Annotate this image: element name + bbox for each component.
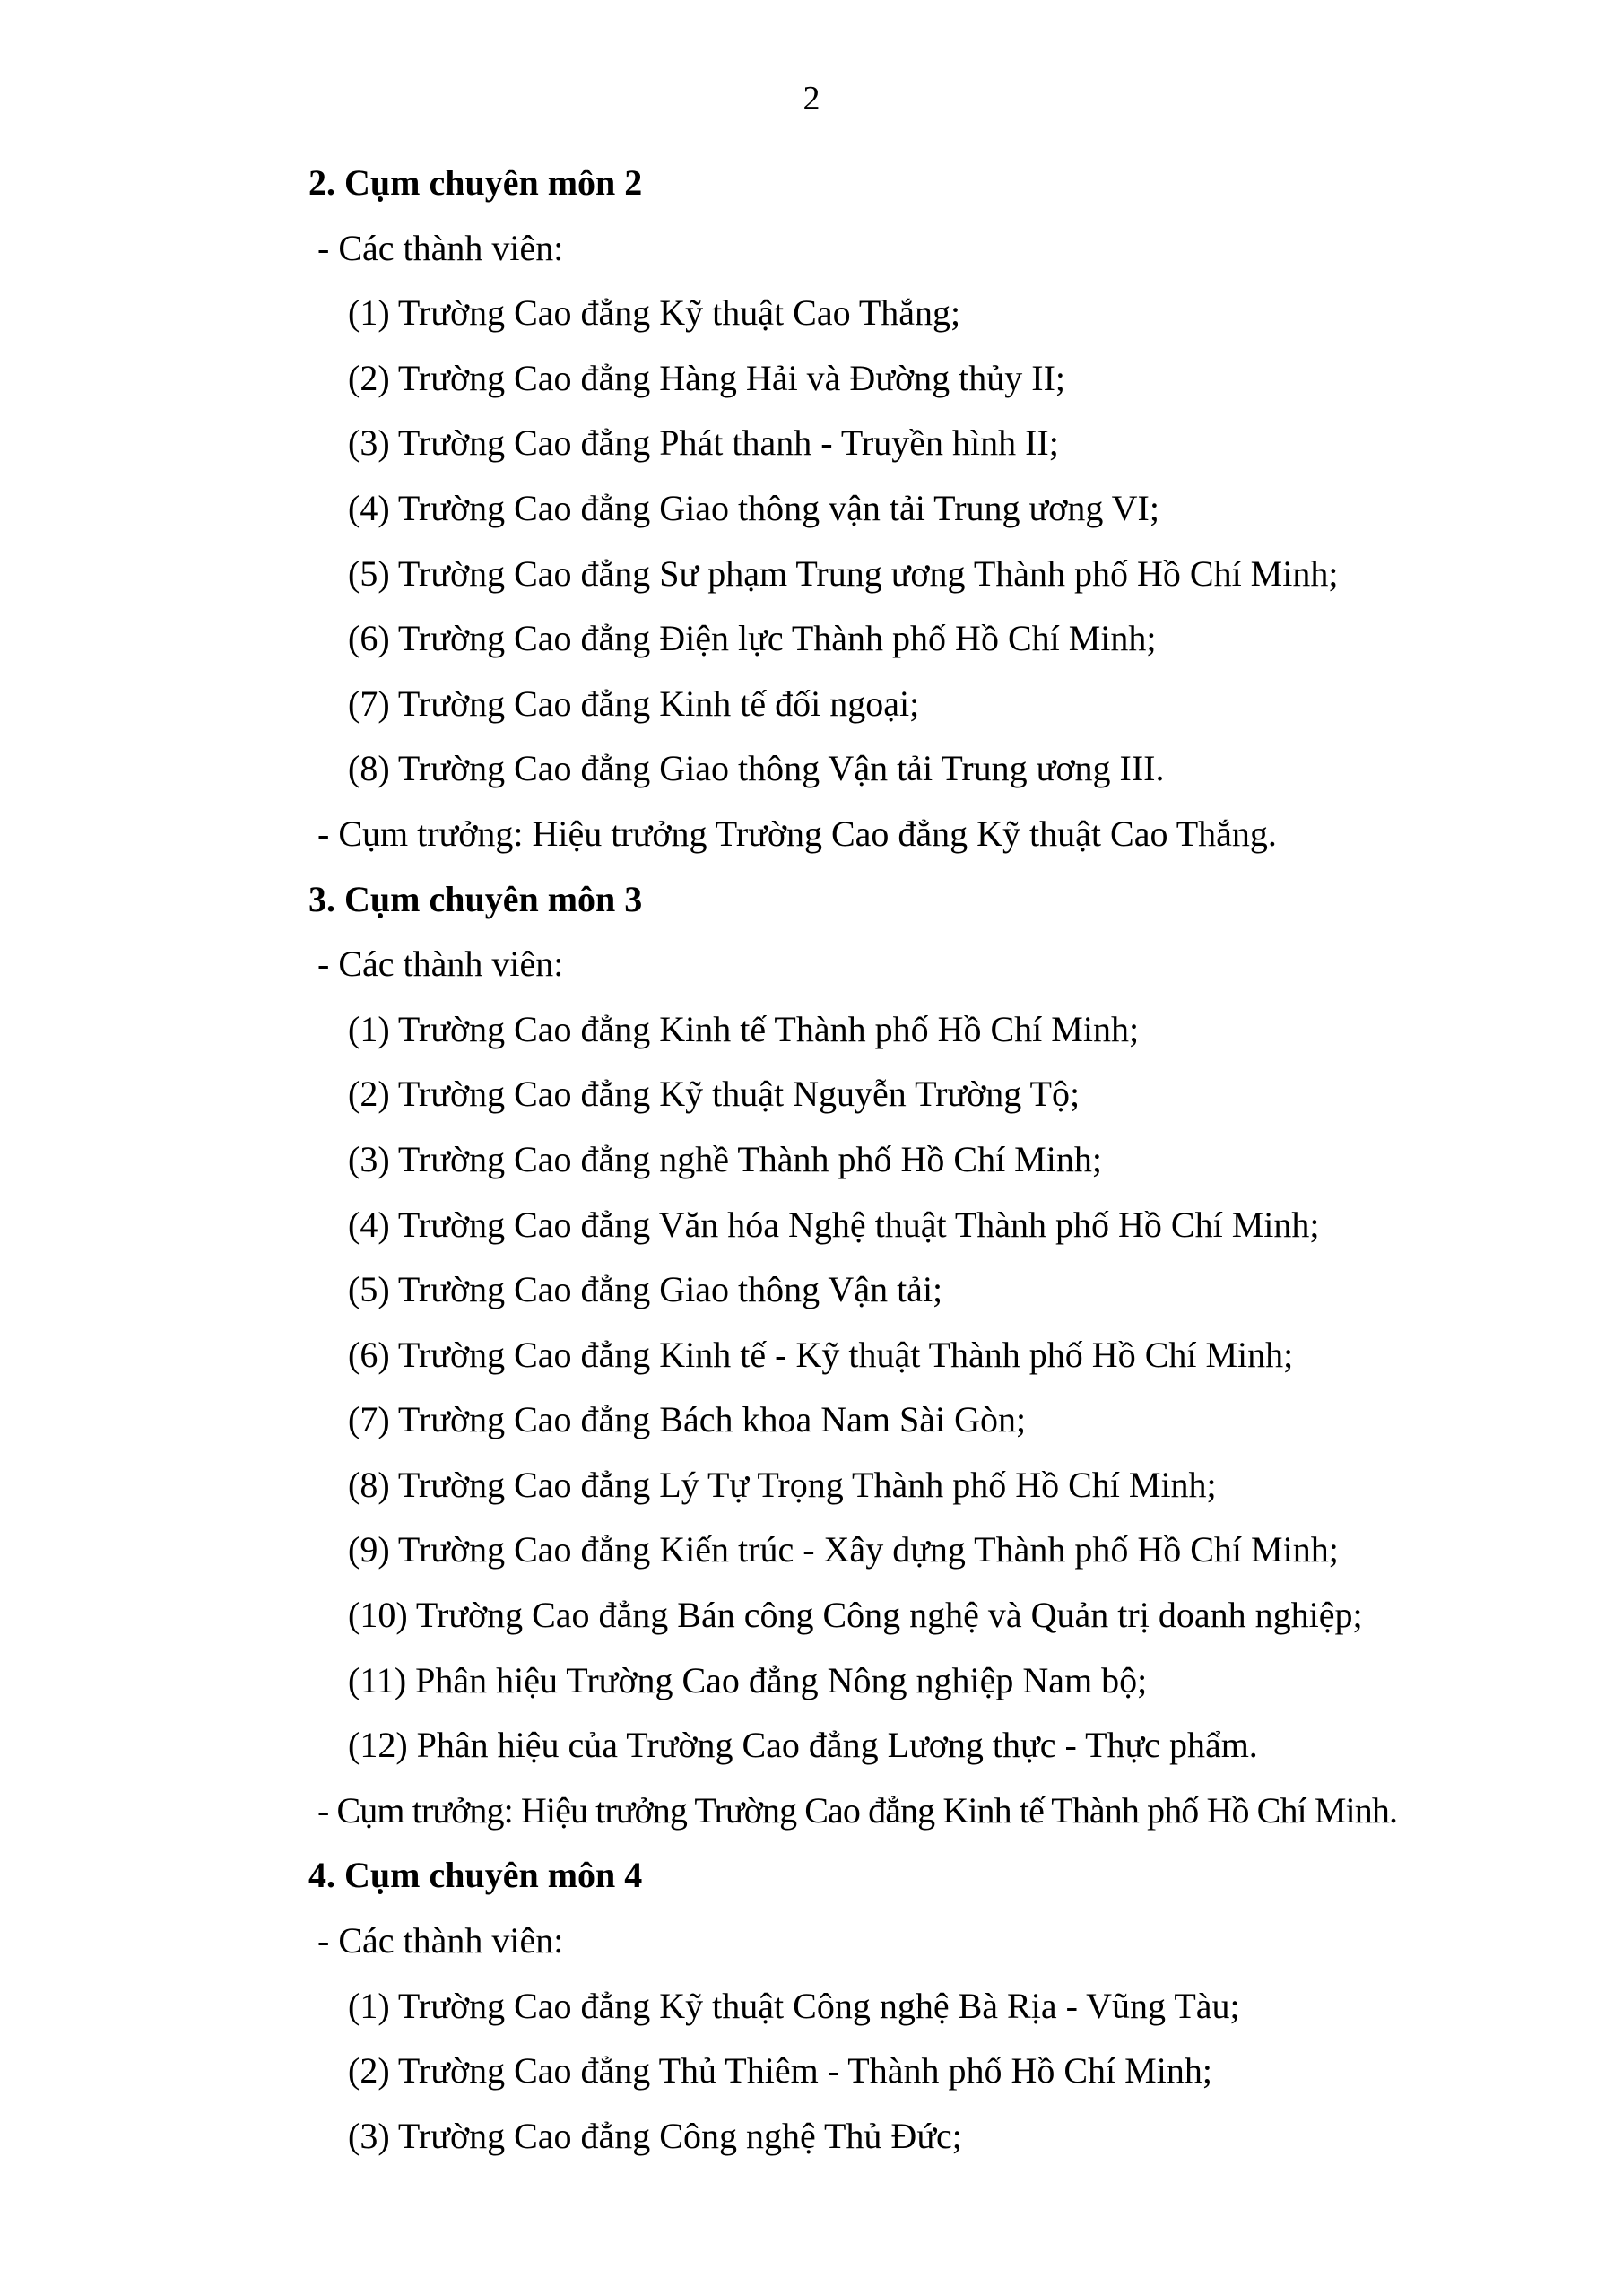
- member-item: (9) Trường Cao đẳng Kiến trúc - Xây dựng Thành phố Hồ Chí Minh;: [348, 1529, 1339, 1570]
- member-item: (4) Trường Cao đẳng Văn hóa Nghệ thuật Thành phố Hồ Chí Minh;: [348, 1204, 1320, 1245]
- member-item: (3) Trường Cao đẳng nghề Thành phố Hồ Chí Minh;: [348, 1138, 1102, 1179]
- cluster-leader: - Cụm trưởng: Hiệu trưởng Trường Cao đẳng Kỹ thuật Cao Thắng.: [317, 813, 1277, 854]
- member-item: (10) Trường Cao đẳng Bán công Công nghệ và Quản trị doanh nghiệp;: [348, 1595, 1363, 1636]
- member-item: (2) Trường Cao đẳng Hàng Hải và Đường thủy II;: [348, 357, 1066, 398]
- member-item: (6) Trường Cao đẳng Kinh tế - Kỹ thuật Thành phố Hồ Chí Minh;: [348, 1334, 1294, 1375]
- member-item: (1) Trường Cao đẳng Kỹ thuật Cao Thắng;: [348, 292, 961, 334]
- member-item: (12) Phân hiệu của Trường Cao đẳng Lương thực - Thực phẩm.: [348, 1725, 1258, 1766]
- member-item: (6) Trường Cao đẳng Điện lực Thành phố Hồ Chí Minh;: [348, 618, 1157, 659]
- member-item: (4) Trường Cao đẳng Giao thông vận tải Trung ương VI;: [348, 487, 1159, 528]
- member-item: (7) Trường Cao đẳng Bách khoa Nam Sài Gòn;: [348, 1399, 1027, 1440]
- member-item: (7) Trường Cao đẳng Kinh tế đối ngoại;: [348, 683, 920, 724]
- members-label: - Các thành viên:: [317, 944, 564, 985]
- member-item: (3) Trường Cao đẳng Công nghệ Thủ Đức;: [348, 2115, 962, 2156]
- member-item: (5) Trường Cao đẳng Giao thông Vận tải;: [348, 1269, 943, 1310]
- document-body: [0, 158, 1623, 2176]
- member-item: (2) Trường Cao đẳng Kỹ thuật Nguyễn Trường Tộ;: [348, 1074, 1081, 1115]
- member-item: (1) Trường Cao đẳng Kinh tế Thành phố Hồ Chí Minh;: [348, 1008, 1140, 1049]
- section-heading: 4. Cụm chuyên môn 4: [308, 1855, 643, 1896]
- page-number: 2: [803, 80, 820, 117]
- member-item: (11) Phân hiệu Trường Cao đẳng Nông nghiệp Nam bộ;: [348, 1659, 1148, 1700]
- member-item: (2) Trường Cao đẳng Thủ Thiêm - Thành phố Hồ Chí Minh;: [348, 2050, 1212, 2092]
- member-item: (8) Trường Cao đẳng Lý Tự Trọng Thành phố Hồ Chí Minh;: [348, 1464, 1217, 1505]
- section-heading: 3. Cụm chuyên môn 3: [308, 878, 643, 919]
- members-label: - Các thành viên:: [317, 227, 564, 268]
- member-item: (5) Trường Cao đẳng Sư phạm Trung ương Thành phố Hồ Chí Minh;: [348, 552, 1339, 594]
- section-heading: 2. Cụm chuyên môn 2: [308, 162, 643, 203]
- member-item: (1) Trường Cao đẳng Kỹ thuật Công nghệ Bà Rịa - Vũng Tàu;: [348, 1985, 1240, 2026]
- member-item: (3) Trường Cao đẳng Phát thanh - Truyền hình II;: [348, 422, 1059, 464]
- member-item: (8) Trường Cao đẳng Giao thông Vận tải Trung ương III.: [348, 748, 1165, 789]
- members-label: - Các thành viên:: [317, 1920, 564, 1961]
- cluster-leader: - Cụm trưởng: Hiệu trưởng Trường Cao đẳng Kinh tế Thành phố Hồ Chí Minh.: [317, 1789, 1398, 1831]
